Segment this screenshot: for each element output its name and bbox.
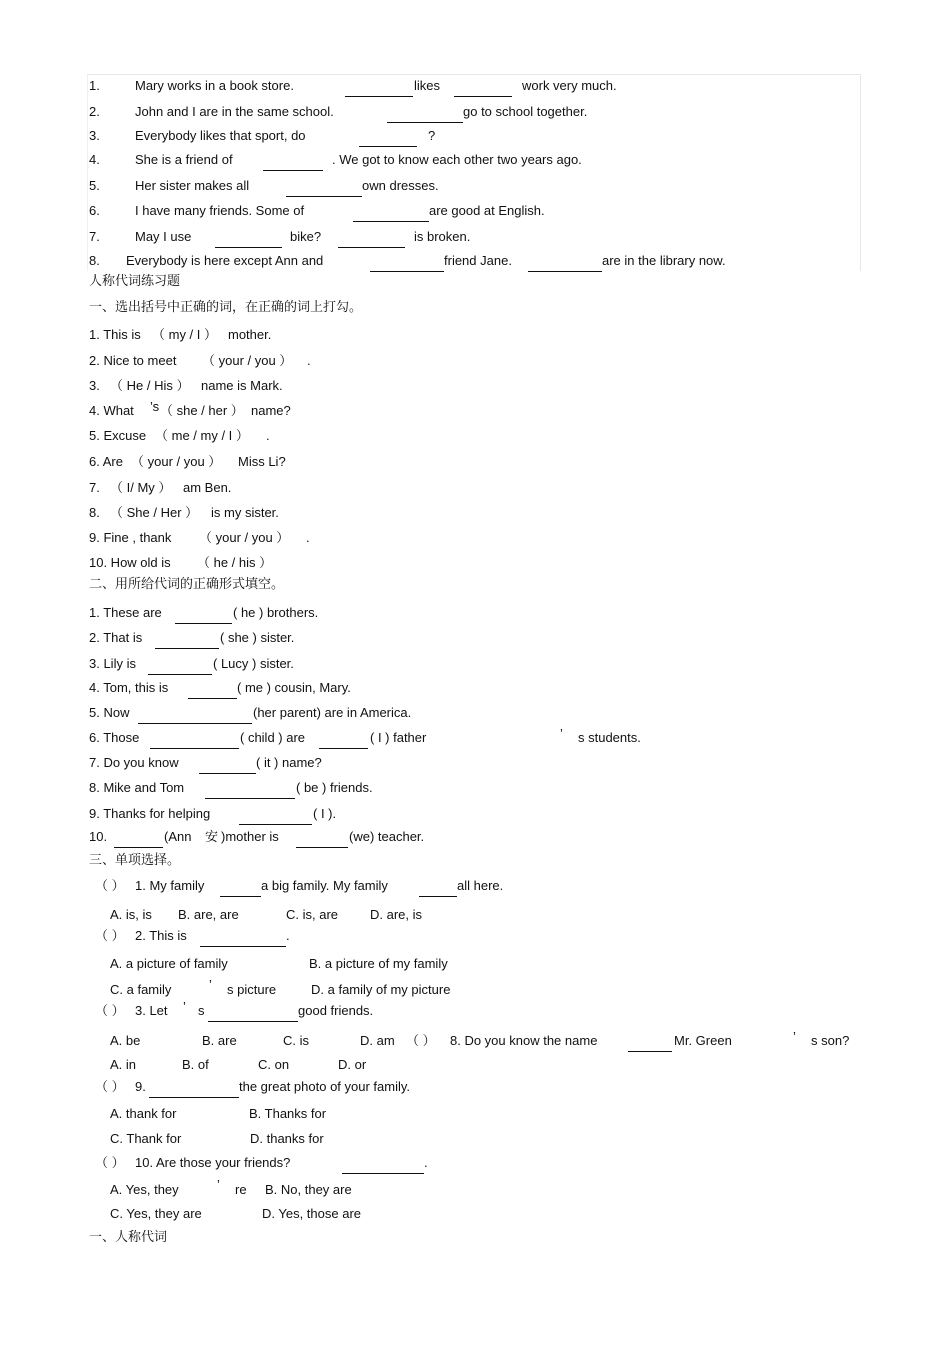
q2-blank[interactable] [387, 108, 463, 123]
q4-number: 4. [89, 152, 100, 167]
s3-q10-blank[interactable] [342, 1159, 424, 1174]
s3-q9-opt-b[interactable]: B. Thanks for [249, 1106, 327, 1121]
s1-item10-choice[interactable]: （ he / his ） [197, 555, 273, 570]
s1-item7-tail: am Ben. [183, 480, 232, 495]
s2-item1-lead: 1. These are [89, 605, 162, 620]
s1-item8-choice[interactable]: （ She / Her ） [110, 505, 199, 520]
q2-post: go to school together. [463, 104, 588, 119]
s1-item4-lead: 4. What [89, 403, 134, 418]
s1-item6-choice[interactable]: （ your / you ） [131, 454, 222, 469]
s3-q1-opt-a[interactable]: A. is, is [110, 907, 152, 922]
s1-item2-choice[interactable]: （ your / you ） [202, 353, 293, 368]
s2-item9-tail: ( I ). [313, 806, 337, 821]
s2-item5-tail: (her parent) are in America. [253, 705, 412, 720]
s2-item1-blank[interactable] [175, 609, 232, 624]
q7-mid: bike? [290, 229, 322, 244]
s3-q8-blank[interactable] [628, 1037, 672, 1052]
s3-q9-tail: the great photo of your family. [239, 1079, 411, 1094]
s1-item9-choice[interactable]: （ your / you ） [199, 530, 290, 545]
s3-q3-opt-b[interactable]: B. are [202, 1033, 237, 1048]
s2-item4-lead: 4. Tom, this is [89, 680, 169, 695]
s3-q8-opt-a[interactable]: A. in [110, 1057, 137, 1072]
q2-text: John and I are in the same school. [135, 104, 334, 119]
q1-text: Mary works in a book store. [135, 78, 294, 93]
s1-item3-choice[interactable]: （ He / His ） [110, 378, 190, 393]
q7-blank-1[interactable] [215, 233, 282, 248]
s3-q3-opt-a[interactable]: A. be [110, 1033, 141, 1048]
s2-item4-tail: ( me ) cousin, Mary. [237, 680, 351, 695]
q6-blank[interactable] [353, 207, 429, 222]
q3-number: 3. [89, 128, 100, 143]
q1-mid: likes [414, 78, 441, 93]
q5-blank[interactable] [286, 182, 362, 197]
s3-q8-opt-d[interactable]: D. or [338, 1057, 367, 1072]
s2-item7-blank[interactable] [199, 759, 256, 774]
s2-item6-apostrophe: ’ [560, 726, 563, 741]
page-title: 人称代词练习题 [89, 273, 181, 288]
s3-q8-apostrophe: ’ [793, 1029, 796, 1044]
s2-item2-blank[interactable] [155, 634, 219, 649]
s3-q3-apostrophe: ’ [183, 999, 186, 1014]
q8-text: Everybody is here except Ann and [126, 253, 324, 268]
q8-blank-1[interactable] [370, 257, 444, 272]
q4-post: . We got to know each other two years ago. [332, 152, 582, 167]
s3-q10-opt-a-tail: re [235, 1182, 247, 1197]
footer-heading: 一、人称代词 [89, 1229, 168, 1244]
s3-q1-opt-d[interactable]: D. are, is [370, 907, 423, 922]
s2-item10-blank-1[interactable] [114, 833, 163, 848]
s3-q1-opt-c[interactable]: C. is, are [286, 907, 339, 922]
s3-q9-lead: 9. [135, 1079, 146, 1094]
s1-item9-lead: 9. Fine , thank [89, 530, 172, 545]
s2-item7-lead: 7. Do you know [89, 755, 179, 770]
s3-q8-lead: 8. Do you know the name [450, 1033, 598, 1048]
s3-q3-tail: good friends. [298, 1003, 374, 1018]
s1-item7-lead: 7. [89, 480, 100, 495]
s2-item9-blank[interactable] [239, 810, 312, 825]
q7-blank-2[interactable] [338, 233, 405, 248]
s1-item5-tail: . [266, 428, 270, 443]
s3-q8-opt-b[interactable]: B. of [182, 1057, 209, 1072]
q7-number: 7. [89, 229, 100, 244]
s1-item1-choice[interactable]: （ my / I ） [152, 327, 218, 342]
s1-item8-lead: 8. [89, 505, 100, 520]
s1-item2-tail: . [307, 353, 311, 368]
s2-item6-blank-1[interactable] [150, 734, 239, 749]
s3-q1-paren[interactable]: （ ） [95, 878, 125, 893]
s2-item6-mid2: ( I ) father [370, 730, 427, 745]
s1-item3-tail: name is Mark. [201, 378, 283, 393]
q2-number: 2. [89, 104, 100, 119]
s3-q9-opt-d[interactable]: D. thanks for [250, 1131, 324, 1146]
q7-post: is broken. [414, 229, 471, 244]
s2-item10-name: (Ann [164, 829, 192, 844]
s2-item9-lead: 9. Thanks for helping [89, 806, 211, 821]
section1-heading: 一、选出括号中正确的词，在正确的词上打勾。 [89, 299, 363, 314]
s3-q10-opt-a[interactable]: A. Yes, they [110, 1182, 179, 1197]
s3-q3-paren[interactable]: （ ） [95, 1003, 125, 1018]
s3-q9-opt-c[interactable]: C. Thank for [110, 1131, 182, 1146]
q4-text: She is a friend of [135, 152, 233, 167]
s3-q1-opt-b[interactable]: B. are, are [178, 907, 239, 922]
s1-item5-lead: 5. Excuse [89, 428, 147, 443]
s1-item4-tail: name? [251, 403, 291, 418]
s3-q3-opt-d[interactable]: D. am [360, 1033, 395, 1048]
s3-q8-tail: s son? [811, 1033, 850, 1048]
s3-q2-lead: 2. This is [135, 928, 187, 943]
s3-q2-opt-b[interactable]: B. a picture of my family [309, 956, 448, 971]
s3-q10-opt-d[interactable]: D. Yes, those are [262, 1206, 362, 1221]
s1-item10-lead: 10. How old is [89, 555, 171, 570]
s2-item10-cn: 安 [205, 829, 219, 844]
s3-q3-blank[interactable] [208, 1007, 298, 1022]
s3-q2-opt-c-tail: s picture [227, 982, 277, 997]
q5-number: 5. [89, 178, 100, 193]
s3-q1-blank-1[interactable] [220, 882, 261, 897]
s2-item10-lead: 10. [89, 829, 108, 844]
q8-mid: friend Jane. [444, 253, 512, 268]
s2-item2-lead: 2. That is [89, 630, 143, 645]
s1-item6-tail: Miss Li? [238, 454, 286, 469]
q3-blank[interactable] [359, 132, 417, 147]
s2-item5-blank[interactable] [138, 709, 252, 724]
s3-q9-paren[interactable]: （ ） [95, 1079, 125, 1094]
s3-q9-opt-a[interactable]: A. thank for [110, 1106, 177, 1121]
s3-q10-paren[interactable]: （ ） [95, 1155, 125, 1170]
s3-q3-lead: 3. Let [135, 1003, 168, 1018]
s3-q1-lead: 1. My family [135, 878, 205, 893]
s1-item7-choice[interactable]: （ I/ My ） [110, 480, 172, 495]
s2-item10-tail: (we) teacher. [349, 829, 425, 844]
s2-item3-tail: ( Lucy ) sister. [213, 656, 294, 671]
s3-q1-mid: a big family. My family [261, 878, 388, 893]
s2-item5-lead: 5. Now [89, 705, 130, 720]
q6-text: I have many friends. Some of [135, 203, 305, 218]
section2-heading: 二、用所给代词的正确形式填空。 [89, 576, 285, 591]
q4-blank[interactable] [263, 156, 323, 171]
s1-item2-lead: 2. Nice to meet [89, 353, 177, 368]
s3-q2-opt-a[interactable]: A. a picture of family [110, 956, 228, 971]
s3-q8-opt-c[interactable]: C. on [258, 1057, 290, 1072]
s3-q9-blank[interactable] [149, 1083, 239, 1098]
s2-item3-blank[interactable] [148, 660, 212, 675]
s3-q10-tail: . [424, 1155, 428, 1170]
s2-item6-blank-2[interactable] [319, 734, 368, 749]
s1-item4-choice[interactable]: （ she / her ） [160, 403, 244, 418]
q5-text: Her sister makes all [135, 178, 250, 193]
s3-q8-mid: Mr. Green [674, 1033, 732, 1048]
section3-heading: 三、单项选择。 [89, 852, 181, 867]
s3-q10-opt-b[interactable]: B. No, they are [265, 1182, 352, 1197]
s1-item5-choice[interactable]: （ me / my / I ） [155, 428, 249, 443]
s1-item4-apostrophe: ’s [150, 399, 160, 414]
s3-q10-lead: 10. Are those your friends? [135, 1155, 291, 1170]
q1-number: 1. [89, 78, 100, 93]
q6-number: 6. [89, 203, 100, 218]
q3-post: ? [428, 128, 436, 143]
s3-q2-blank[interactable] [200, 932, 286, 947]
s2-item10-blank-2[interactable] [296, 833, 348, 848]
s3-q3-opt-c[interactable]: C. is [283, 1033, 309, 1048]
s3-q2-opt-c[interactable]: C. a family [110, 982, 172, 997]
s3-q1-tail: all here. [457, 878, 504, 893]
s1-item6-lead: 6. Are [89, 454, 123, 469]
s2-item7-tail: ( it ) name? [256, 755, 322, 770]
s2-item8-blank[interactable] [205, 784, 295, 799]
s2-item3-lead: 3. Lily is [89, 656, 136, 671]
s1-item3-lead: 3. [89, 378, 100, 393]
q1-post: work very much. [522, 78, 617, 93]
s2-item6-mid: ( child ) are [240, 730, 306, 745]
s1-item8-tail: is my sister. [211, 505, 279, 520]
s2-item10-mid: )mother is [221, 829, 279, 844]
s2-item8-tail: ( be ) friends. [296, 780, 373, 795]
s3-q10-opt-a-apostrophe: ’ [217, 1177, 220, 1192]
q3-text: Everybody likes that sport, do [135, 128, 306, 143]
s3-q3-s: s [198, 1003, 205, 1018]
s3-q10-opt-c[interactable]: C. Yes, they are [110, 1206, 202, 1221]
s1-item1-tail: mother. [228, 327, 272, 342]
q8-post: are in the library now. [602, 253, 726, 268]
s3-q2-opt-c-apostrophe: ’ [209, 977, 212, 992]
s3-q1-blank-2[interactable] [419, 882, 457, 897]
s2-item6-tail: s students. [578, 730, 641, 745]
s1-item9-tail: . [306, 530, 310, 545]
s3-q2-paren[interactable]: （ ） [95, 928, 125, 943]
s3-q2-tail: . [286, 928, 290, 943]
s2-item6-lead: 6. Those [89, 730, 140, 745]
q1-blank-1[interactable] [345, 82, 413, 97]
s1-item1-lead: 1. This is [89, 327, 141, 342]
q7-text: May I use [135, 229, 192, 244]
s2-item8-lead: 8. Mike and Tom [89, 780, 185, 795]
s3-q2-opt-d[interactable]: D. a family of my picture [311, 982, 451, 997]
s2-item1-tail: ( he ) brothers. [233, 605, 319, 620]
q8-blank-2[interactable] [528, 257, 602, 272]
s2-item2-tail: ( she ) sister. [220, 630, 295, 645]
q6-post: are good at English. [429, 203, 545, 218]
q5-post: own dresses. [362, 178, 439, 193]
q1-blank-2[interactable] [454, 82, 512, 97]
q8-number: 8. [89, 253, 100, 268]
s3-q8-paren[interactable]: （ ） [406, 1033, 436, 1048]
s2-item4-blank[interactable] [188, 684, 237, 699]
